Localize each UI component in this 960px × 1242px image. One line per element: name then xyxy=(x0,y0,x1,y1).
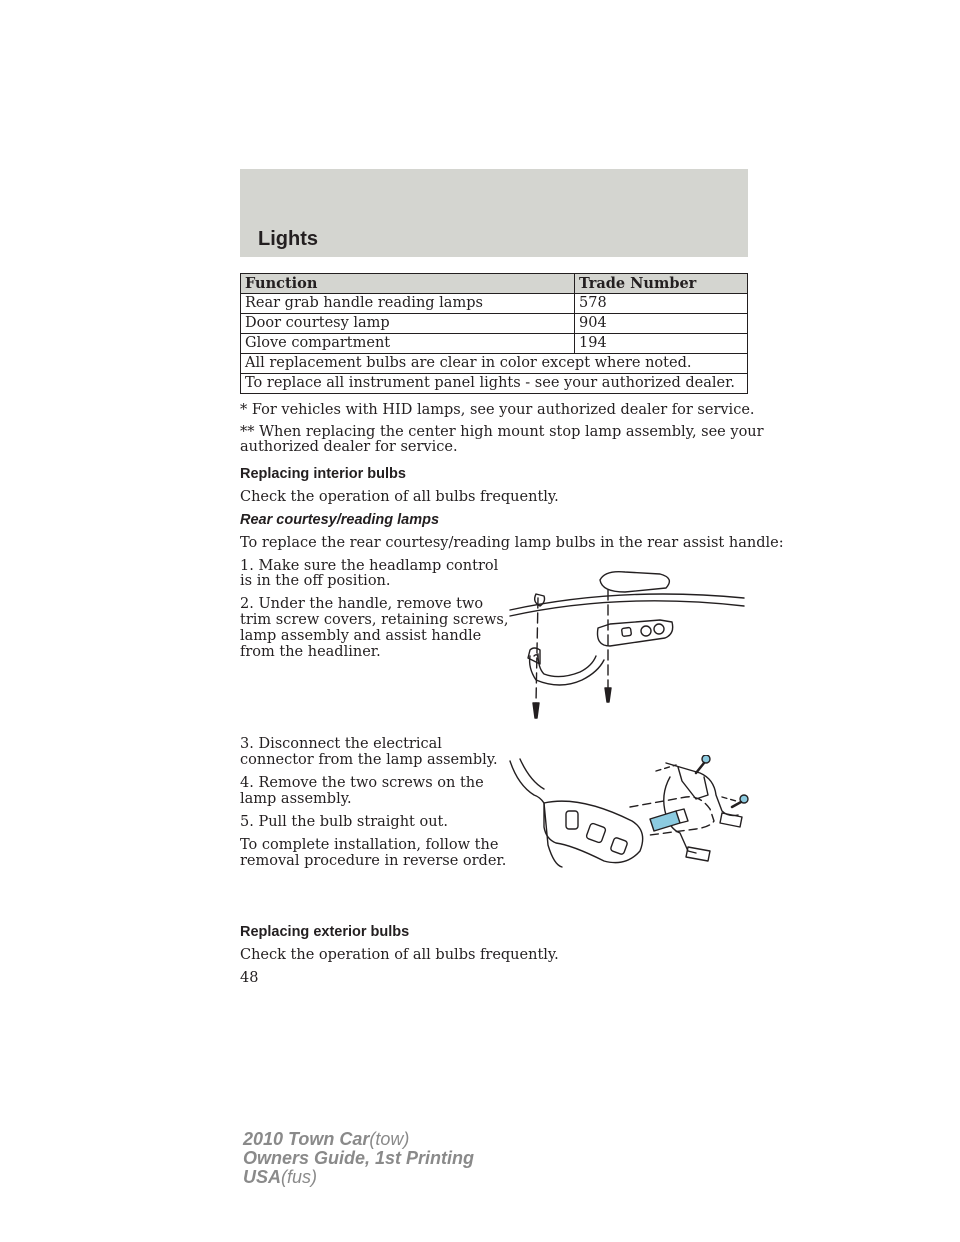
document-footer xyxy=(243,1130,474,1187)
table-cell-trade-number: 194 xyxy=(575,334,748,354)
footer-guide: Owners Guide, 1st Printing xyxy=(243,1148,475,1168)
footer-model: 2010 Town Car xyxy=(243,1129,370,1149)
table-cell-function: Glove compartment xyxy=(241,334,575,354)
table-row xyxy=(241,334,748,354)
table-header-row xyxy=(241,274,748,294)
section-header-band xyxy=(240,169,748,257)
table-cell-function: Door courtesy lamp xyxy=(241,314,575,334)
complete-line: To complete installation, follow the xyxy=(240,837,499,853)
interior-intro: Check the operation of all bulbs frequently. xyxy=(240,489,559,505)
page-number: 48 xyxy=(240,970,259,986)
table-note-row xyxy=(241,374,748,394)
table-cell-trade-number: 578 xyxy=(575,294,748,314)
assist-handle-illustration xyxy=(500,568,750,723)
step-2-line: 2. Under the handle, remove two xyxy=(240,596,484,612)
step-3-line: connector from the lamp assembly. xyxy=(240,752,498,768)
step-2-line: from the headliner. xyxy=(240,644,381,660)
step-1-line: is in the off position. xyxy=(240,573,391,589)
step-3-line: 3. Disconnect the electrical xyxy=(240,736,442,752)
table-note: All replacement bulbs are clear in color except where noted. xyxy=(241,354,748,374)
step-1-line: 1. Make sure the headlamp control xyxy=(240,558,499,574)
step-2-line: lamp assembly and assist handle xyxy=(240,628,482,644)
table-row xyxy=(241,314,748,334)
exterior-intro: Check the operation of all bulbs frequently. xyxy=(240,947,559,963)
footnote-chmsl: ** When replacing the center high mount stop lamp assembly, see your xyxy=(240,424,764,440)
step-5: 5. Pull the bulb straight out. xyxy=(240,814,448,830)
rear-lamps-instruction: To replace the rear courtesy/reading lamp bulbs in the rear assist handle: xyxy=(240,535,784,551)
table-cell-trade-number: 904 xyxy=(575,314,748,334)
interior-heading: Replacing interior bulbs xyxy=(240,466,406,482)
lamp-assembly-illustration xyxy=(500,755,765,885)
table-header-function: Function xyxy=(241,274,575,294)
table-note-row xyxy=(241,354,748,374)
step-4-line: 4. Remove the two screws on the xyxy=(240,775,484,791)
footer-market: USA xyxy=(243,1167,282,1187)
footnote-hid: * For vehicles with HID lamps, see your authorized dealer for service. xyxy=(240,402,755,418)
step-4-line: lamp assembly. xyxy=(240,791,352,807)
table-row xyxy=(241,294,748,314)
table-note: To replace all instrument panel lights - see your authorized dealer. xyxy=(241,374,748,394)
footnote-chmsl-cont: authorized dealer for service. xyxy=(240,439,458,455)
footer-model-code: (tow) xyxy=(369,1129,410,1149)
exterior-heading: Replacing exterior bulbs xyxy=(240,924,410,940)
bulb-table xyxy=(240,273,748,394)
table-cell-function: Rear grab handle reading lamps xyxy=(241,294,575,314)
table-header-trade-number: Trade Number xyxy=(575,274,748,294)
complete-line: removal procedure in reverse order. xyxy=(240,853,507,869)
step-2-line: trim screw covers, retaining screws, xyxy=(240,612,509,628)
rear-lamps-subheading: Rear courtesy/reading lamps xyxy=(240,512,440,528)
footer-market-code: (fus) xyxy=(281,1167,318,1187)
section-title: Lights xyxy=(258,228,318,250)
